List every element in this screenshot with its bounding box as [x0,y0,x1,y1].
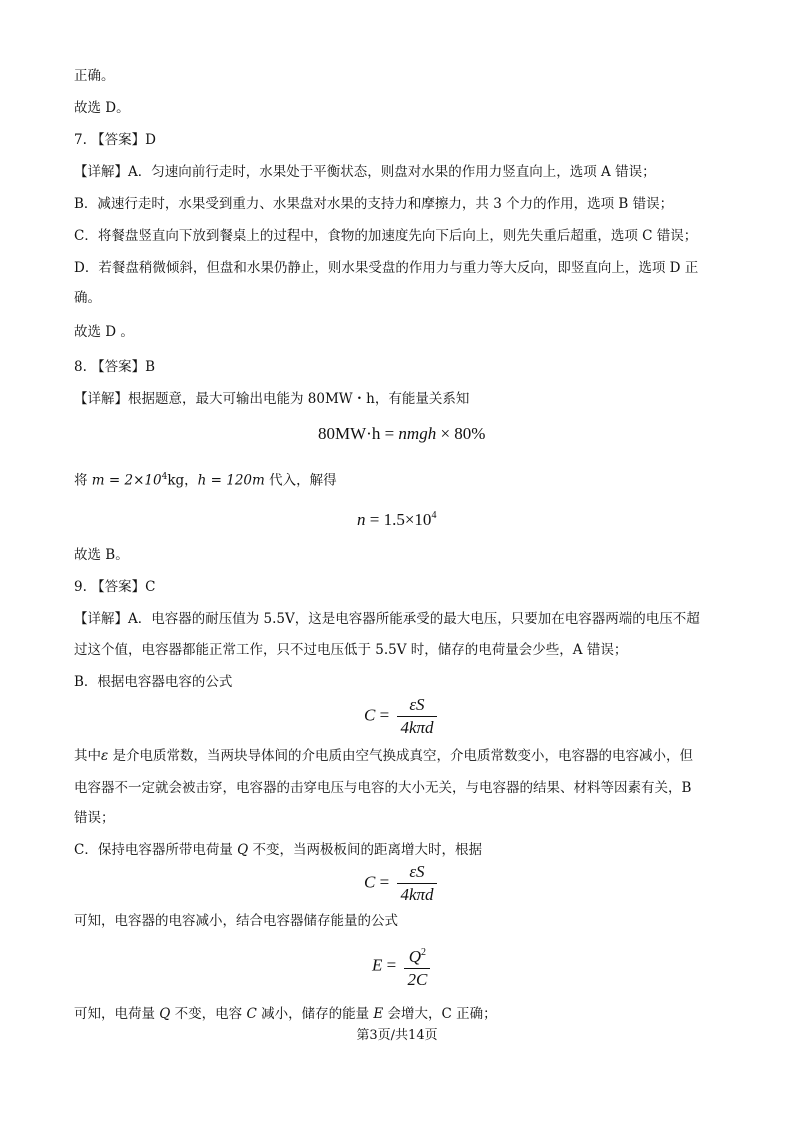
text-line: C．将餐盘竖直向下放到餐桌上的过程中，食物的加速度先向下后向上，则先失重后超重，选项 C 错误； [74,228,698,244]
n-equation: $n = 1.5\times 10^4$ [357,510,437,529]
text-line: 可知，电容器的电容减小，结合电容器储存能量的公式 [74,913,398,929]
substitution-line: 将 $m = 2\times 10^4kg$，h = 120m 代入，解得 [74,472,337,489]
text-line: 过这个值，电容器都能正常工作，只不过电压低于 5.5V 时，储存的电荷量会少些，A 错误； [74,642,628,658]
text-line: 正确。 [74,68,115,84]
text-line: 故选 B。 [74,547,129,563]
page-number: 第3页/共14页 [356,1028,438,1043]
text-line: 错误； [74,810,115,826]
capacitance-formula: C = $\frac{\varepsilon S}{\text{4kπd}}$ [364,695,437,738]
text-line: B．根据电容器电容的公式 [74,674,233,690]
text-line: B．减速行走时，水果受到重力、水果盘对水果的支持力和摩擦力，共 3 个力的作用，选项 B 错误； [74,196,674,212]
text-line: 故选 D。 [74,100,130,116]
text-line: 确。 [74,290,101,306]
text-line: C．保持电容器所带电荷量 Q 不变，当两极板间的距离增大时，根据 [74,842,482,858]
energy-equation: 80MW·h = nmgh × 80% [318,424,486,443]
answer-heading-9: 9. 【答案】C [74,579,156,595]
text-line: 电容器不一定就会被击穿，电容器的击穿电压与电容的大小无关，与电容器的结果、材料等因素有关，B [74,780,692,796]
capacitance-formula: C = $\frac{\varepsilon S}{\text{4kπd}}$ [364,862,437,905]
energy-formula: E = $\frac{Q^2}{2C}$ [372,943,430,990]
text-line: 【详解】根据题意，最大可输出电能为 80MW・h，有能量关系知 [74,391,470,407]
text-line: D．若餐盘稍微倾斜，但盘和水果仍静止，则水果受盘的作用力与重力等大反向，即竖直向上，选项 D 正 [74,260,699,276]
answer-heading-7: 7. 【答案】D [74,132,156,148]
text-line: 故选 D 。 [74,324,134,340]
text-line: 可知，电荷量 Q 不变，电容 C 减小，储存的能量 E 会增大，C 正确； [74,1006,497,1022]
text-line: 其中ε 是介电质常数，当两块导体间的介电质由空气换成真空，介电质常数变小，电容器的电容减小，但 [74,748,694,764]
answer-heading-8: 8. 【答案】B [74,359,156,375]
text-line: 【详解】A．电容器的耐压值为 5.5V，这是电容器所能承受的最大电压，只要加在电容器两端的电压不超 [74,611,700,627]
text-line: 【详解】A．匀速向前行走时，水果处于平衡状态，则盘对水果的作用力竖直向上，选项 A 错误； [74,164,656,180]
